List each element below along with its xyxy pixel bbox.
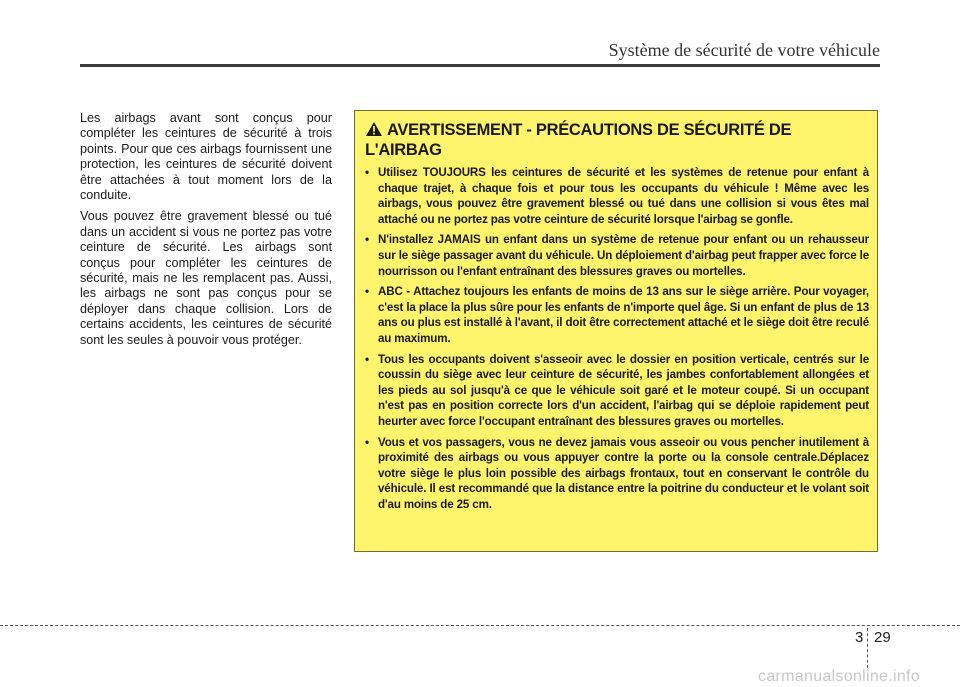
warning-box	[354, 110, 878, 552]
intro-text	[80, 111, 332, 354]
bullet: •	[365, 233, 369, 247]
warning-item	[365, 232, 869, 279]
warning-heading	[365, 121, 869, 159]
section-title: Système de sécurité de votre véhicule	[608, 40, 880, 60]
warning-item-text: Utilisez TOUJOURS les ceintures de sécurité et les systèmes de retenue pour enfant à chaque trajet, à chaque fois et pour tous les occupants du véhicule ! Même avec les airbags, vous pouvez être gravement blessé ou tué dans une collision si vous êtes mal attaché ou ne portez pas votre ceinture de sécurité lorsque l'airbag se gonfle.	[378, 166, 869, 226]
warning-title: AVERTISSEMENT - PRÉCAUTIONS DE SÉCURITÉ DE L'AIRBAG	[365, 121, 792, 159]
warning-item	[365, 284, 869, 346]
header-divider	[80, 64, 880, 67]
bullet: •	[365, 352, 369, 366]
chapter-number: 3	[855, 629, 864, 646]
footer-divider	[0, 625, 960, 626]
bullet: •	[365, 166, 369, 179]
intro-paragraph: Vous pouvez être gravement blessé ou tué dans un accident si vous ne portez pas votre ceinture de sécurité. Les airbags sont conçus pour compléter les ceintures de sécurité, mais ne les remplacent pas. Aussi, les airbags ne sont pas conçus pour se déployer dans chaque collision. Lors de certains accidents, les ceintures de sécurité sont les seules à pouvoir vous protéger.	[80, 209, 332, 347]
page-number-divider	[867, 628, 868, 668]
bullet: •	[365, 285, 369, 299]
warning-item-text: Tous les occupants doivent s'asseoir avec le dossier en position verticale, centrés sur le coussin du siège avec leur ceinture de sécurité, les jambes confortablement allongées et les pieds au sol jusqu'à ce que le véhicule soit garé et le moteur coupé. Si un occupant n'est pas en position correcte lors d'un accident, l'airbag qui se déploie rapidement peut heurter avec force l'occupant entraînant des blessures graves ou mortelles.	[378, 352, 869, 428]
warning-triangle-icon	[365, 121, 383, 141]
warning-item	[365, 165, 869, 227]
warning-item	[365, 435, 869, 513]
warning-list	[365, 165, 869, 512]
warning-item-text: Vous et vos passagers, vous ne devez jamais vous asseoir ou vous pencher inutilement à proximité des airbags ou vous appuyer contre la porte ou la console centrale.Déplacez votre siège le plus loin possible des airbags frontaux, tout en conservant le contrôle du véhicule. Il est recommandé que la distance entre la poitrine du conducteur et le volant soit d'au moins de 25 cm.	[378, 435, 869, 511]
warning-item-text: N'installez JAMAIS un enfant dans un système de retenue pour enfant ou un rehausseur sur le siège passager avant du véhicule. Un déploiement d'airbag peut frapper avec force le nourrisson ou l'enfant entraînant des blessures graves ou mortelles.	[378, 233, 869, 278]
bullet: •	[365, 435, 369, 449]
warning-item-text: ABC - Attachez toujours les enfants de moins de 13 ans sur le siège arrière. Pour voyager, c'est la place la plus sûre pour les enfants de n'importe quel âge. Si un enfant de plus de 13 ans ou plus est installé à l'avant, il doit être correctement attaché et le siège doit être reculé au maximum.	[378, 285, 869, 345]
intro-paragraph: Les airbags avant sont conçus pour compléter les ceintures de sécurité à trois points. Pour que ces airbags fournissent une protection, les ceintures de sécurité doivent être attachées à tout moment lors de la conduite.	[80, 111, 332, 203]
warning-item	[365, 352, 869, 430]
page-number: 29	[874, 629, 891, 646]
watermark: carmanualsonline.info	[758, 668, 920, 685]
